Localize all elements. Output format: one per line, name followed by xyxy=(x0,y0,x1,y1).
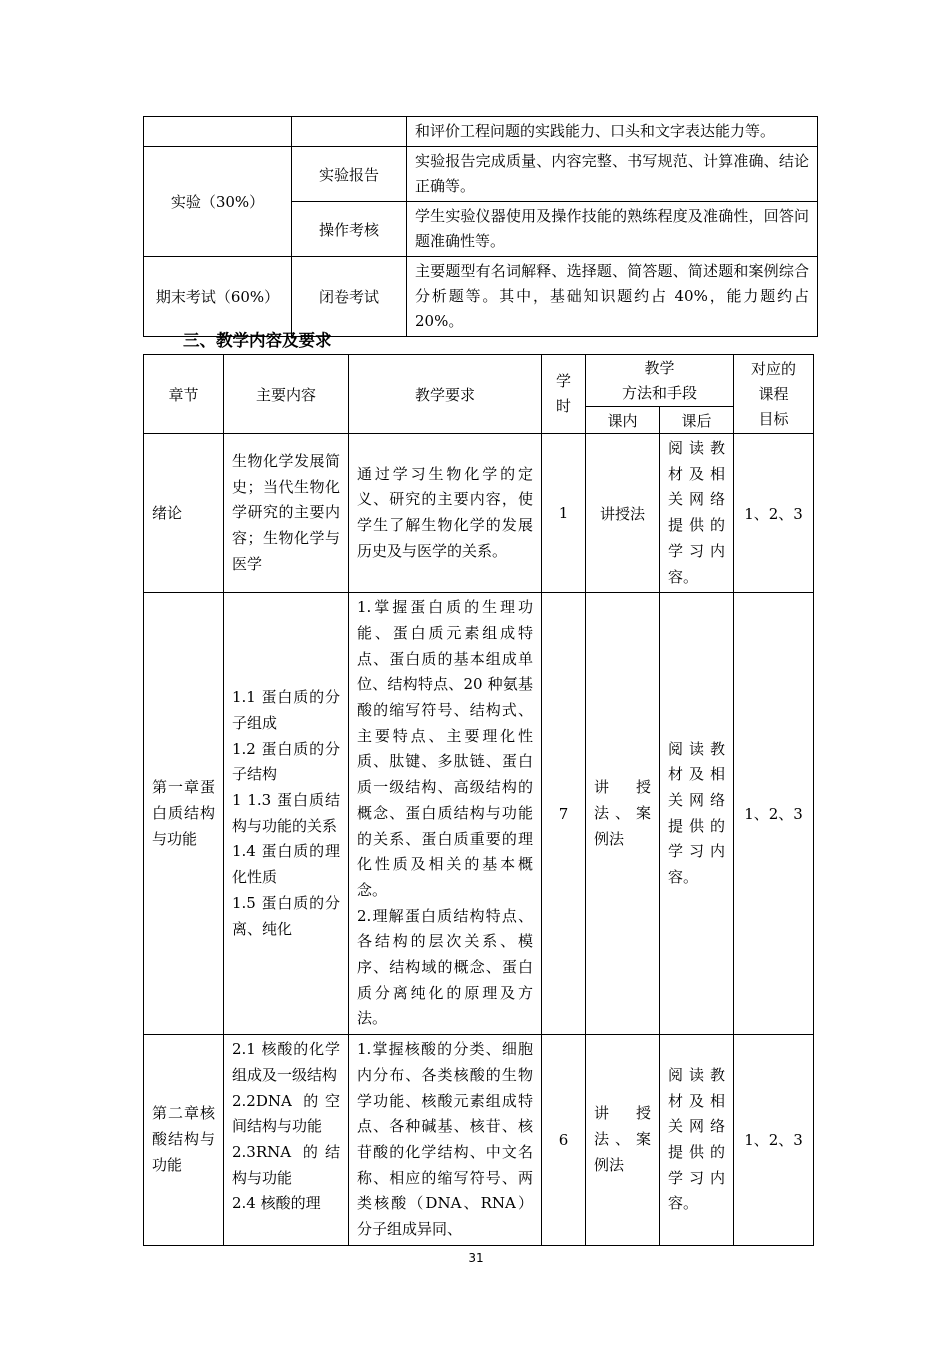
table-cell xyxy=(292,117,407,147)
table-row xyxy=(144,147,818,202)
header-objectives: 对应的 课程 目标 xyxy=(734,355,814,434)
category-cell: 期末考试（60%） xyxy=(144,257,292,337)
teaching-content-table xyxy=(143,354,814,1246)
header-requirements: 教学要求 xyxy=(349,355,542,434)
method-cell: 闭卷考试 xyxy=(292,257,407,337)
requirements-cell: 1.掌握蛋白质的生理功能、蛋白质元素组成特点、蛋白质的基本组成单位、结构特点、20 种氨基酸的缩写符号、结构式、主要特点、主要理化性质、肽键、多肽链、蛋白质一级结构、高级结构的概念、蛋白质结构与功能的关系、蛋白质重要的理化性质及相关的基本概念。 2.理解蛋白质结构特点、各结构的层次关系、模序、结构域的概念、蛋白质分离纯化的原理及方法。 xyxy=(349,593,542,1035)
table-row xyxy=(144,434,814,593)
standard-cell: 实验报告完成质量、内容完整、书写规范、计算准确、结论正确等。 xyxy=(407,147,818,202)
page-number: 31 xyxy=(468,1251,484,1265)
chapter-cell: 第一章蛋白质结构与功能 xyxy=(144,593,224,1035)
main-content-cell: 生物化学发展简史；当代生物化学研究的主要内容；生物化学与医学 xyxy=(224,434,349,593)
hours-cell: 7 xyxy=(542,593,586,1035)
hours-cell: 6 xyxy=(542,1035,586,1246)
section-heading: 三、教学内容及要求 xyxy=(183,331,332,350)
in-class-cell: 讲授法 xyxy=(586,434,660,593)
table-row xyxy=(144,117,818,147)
objectives-cell: 1、2、3 xyxy=(734,1035,814,1246)
chapter-cell: 第二章核酸结构与功能 xyxy=(144,1035,224,1246)
after-class-cell: 阅读教材及相关网络提供的学习内容。 xyxy=(660,593,734,1035)
header-main-content: 主要内容 xyxy=(224,355,349,434)
table-row xyxy=(144,257,818,337)
assessment-table xyxy=(143,116,818,337)
header-in-class: 课内 xyxy=(586,407,660,434)
objectives-cell: 1、2、3 xyxy=(734,593,814,1035)
after-class-cell: 阅读教材及相关网络提供的学习内容。 xyxy=(660,434,734,593)
method-cell: 实验报告 xyxy=(292,147,407,202)
table-cell xyxy=(144,117,292,147)
in-class-cell: 讲授法、案例法 xyxy=(586,593,660,1035)
category-cell: 实验（30%） xyxy=(144,147,292,257)
header-hours: 学 时 xyxy=(542,355,586,434)
chapter-cell: 绪论 xyxy=(144,434,224,593)
main-content-cell: 2.1 核酸的化学组成及一级结构 2.2DNA 的空间结构与功能 2.3RNA 的结构与功能 2.4 核酸的理 xyxy=(224,1035,349,1246)
objectives-cell: 1、2、3 xyxy=(734,434,814,593)
header-row xyxy=(144,355,814,407)
requirements-cell: 1.掌握核酸的分类、细胞内分布、各类核酸的生物学功能、核酸元素组成特点、各种碱基、核苷、核苷酸的化学结构、中文名称、相应的缩写符号、两类核酸（DNA、RNA）分子组成异同、 xyxy=(349,1035,542,1246)
method-cell: 操作考核 xyxy=(292,202,407,257)
main-content-cell: 1.1 蛋白质的分子组成 1.2 蛋白质的分子结构 1 1.3 蛋白质结构与功能的关系 1.4 蛋白质的理化性质 1.5 蛋白质的分离、纯化 xyxy=(224,593,349,1035)
header-after-class: 课后 xyxy=(660,407,734,434)
requirements-cell: 通过学习生物化学的定义、研究的主要内容，使学生了解生物化学的发展历史及与医学的关系。 xyxy=(349,434,542,593)
table-row xyxy=(144,1035,814,1246)
header-chapter: 章节 xyxy=(144,355,224,434)
standard-cell: 主要题型有名词解释、选择题、简答题、简述题和案例综合分析题等。其中，基础知识题约占 40%，能力题约占 20%。 xyxy=(407,257,818,337)
standard-cell: 学生实验仪器使用及操作技能的熟练程度及准确性，回答问题准确性等。 xyxy=(407,202,818,257)
hours-cell: 1 xyxy=(542,434,586,593)
header-methods: 教学 方法和手段 xyxy=(586,355,734,407)
standard-cell: 和评价工程问题的实践能力、口头和文字表达能力等。 xyxy=(407,117,818,147)
table-row xyxy=(144,593,814,1035)
after-class-cell: 阅读教材及相关网络提供的学习内容。 xyxy=(660,1035,734,1246)
in-class-cell: 讲授法、案例法 xyxy=(586,1035,660,1246)
